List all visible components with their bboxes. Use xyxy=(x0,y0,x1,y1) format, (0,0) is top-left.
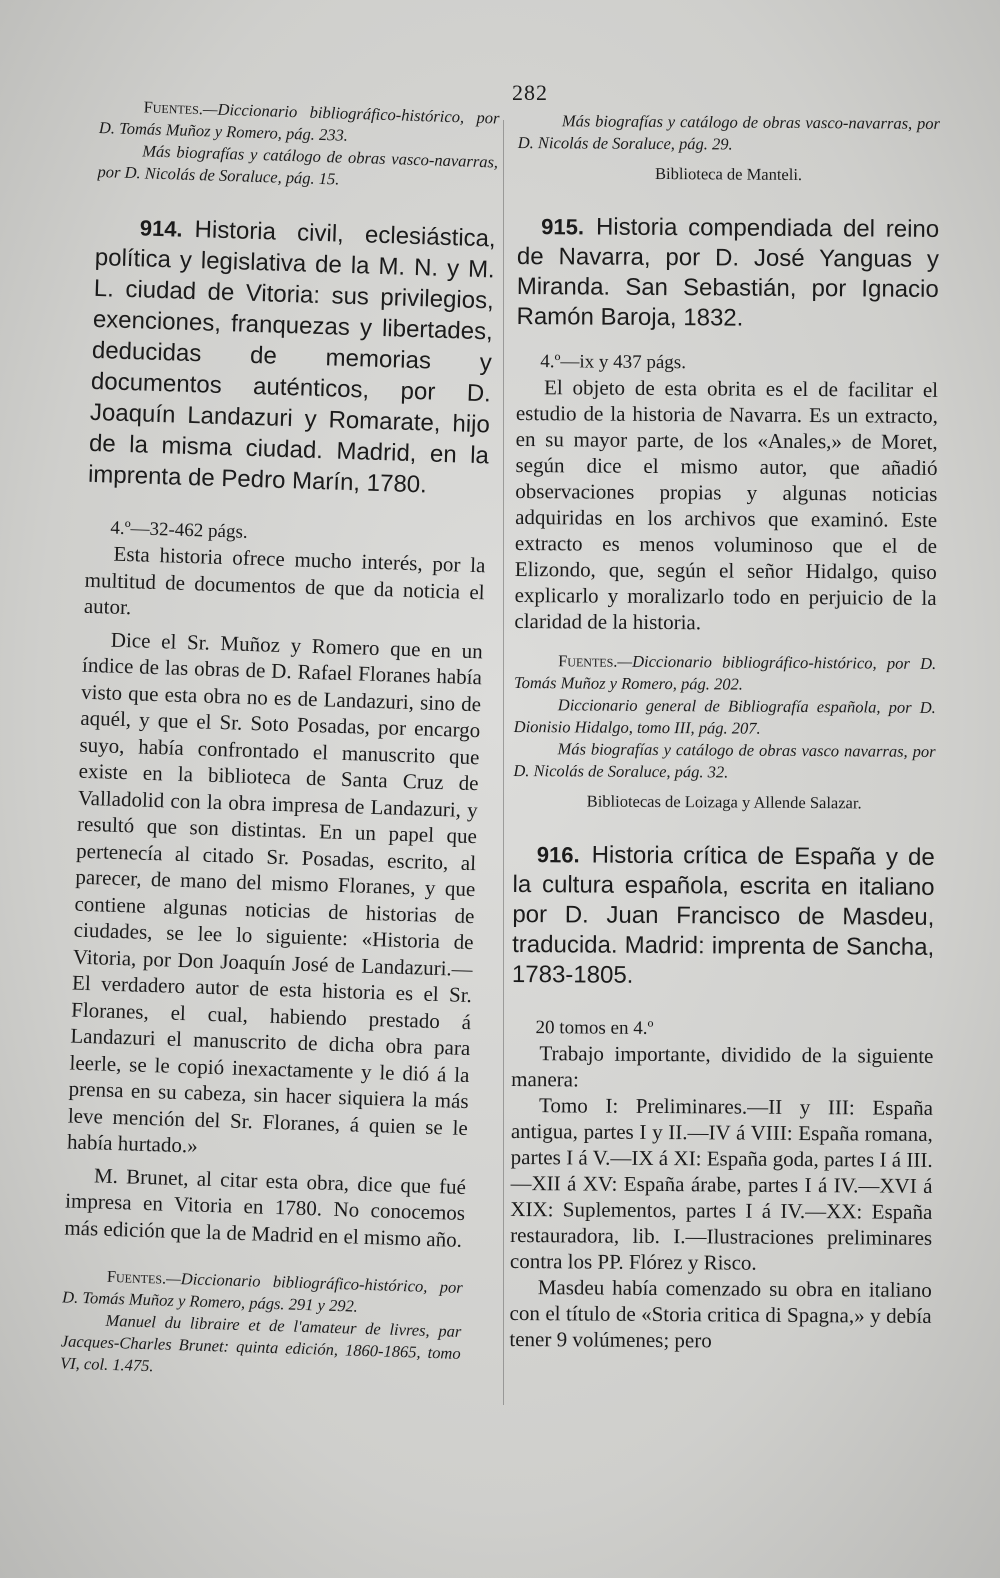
source-citation: Manuel du libraire et de l'amateur de livres, par Jacques-Charles Brunet: quinta edición, 1860-1865, tomo VI, col. 1.475. xyxy=(59,1310,462,1376)
entry-paragraph: El objeto de esta obrita es el de facilitar el estudio de la historia de Navarra. Es un extracto, en su mayor parte, de los «Anales,» de Moret, según dice el mismo autor, que añadió observaciones propias y algunas noticias adquiridas en los archivos que examinó. Este extracto es menos voluminoso que el de Elizondo, que, según el señor Hidalgo, quiso explicarlo y moralizarlo todo en perjuicio de la claridad de la historia. xyxy=(514,375,939,635)
source-citation: Más biografías y catálogo de obras vasco-navarras, por D. Nicolás de Soraluce, pág. 29. xyxy=(517,111,940,154)
entry-number: 915. xyxy=(541,214,585,240)
entry-paragraph: Dice el Sr. Muñoz y Romero que en un índice de las obras de D. Rafael Floranes había visto que esta obra no es de Landazuri, sino de aquél, y que el Sr. Soto Posadas, por encargo suyo, había confrontado el manuscrito que existe en la biblioteca de Santa Cruz de Valladolid con la obra impresa de Landazuri, y resultó que son distintas. En un papel que pertenecía al citado Sr. Posadas, escrito, al parecer, de mano del mismo Floranes, y que contiene algunas noticias de historias de ciudades, se lee lo siguiente: «Historia de Vitoria, por Don Joaquín José de Landazuri.—El verdadero autor de esta historia es el Sr. Floranes, el cual, habiendo prestado á Landazuri el manuscrito de dicha obra para leerle, se le copió inexactamente y le dió á la prensa en su cabeza, sin hacer siquiera la más leve mención del Sr. Floranes, á quien se le había hurtado.» xyxy=(66,627,484,1158)
source-citation: Fuentes.—Diccionario bibliográfico-histórico, por D. Tomás Muñoz y Romero, pág. 202. xyxy=(513,651,937,694)
entry-paragraph: Esta historia ofrece mucho interés, por la multitud de documentos de que da noticia el autor. xyxy=(83,541,486,620)
source-citation: Fuentes.—Diccionario bibliográfico-histórico, por D. Tomás Muñoz y Romero, págs. 291 y 292. xyxy=(61,1266,464,1316)
source-citation: Diccionario general de Bibliografía española, por D. Dionisio Hidalgo, tomo III, pág. 207. xyxy=(513,695,936,738)
entry-paragraph: M. Brunet, al citar esta obra, dice que fué impresa en Vitoria en 1780. No conocemos más edición que la de Madrid en el mismo año. xyxy=(64,1162,467,1252)
entry-paragraph: Masdeu había comenzado su obra en italiano con el título de «Storia critica di Spagna,» y debía tener 9 volúmenes; pero xyxy=(509,1275,932,1353)
entry-title: 916. Historia crítica de España y de la cultura española, escrita en italiano por D. Juan Francisco de Masdeu, traducida. Madrid: imprenta de Sancha, 1783-1805. xyxy=(511,841,935,989)
library-note: Biblioteca de Manteli. xyxy=(654,163,803,184)
page-number: 282 xyxy=(512,80,548,105)
source-citation: Más biografías y catálogo de obras vasco navarras, por D. Nicolás de Soraluce, pág. 32. xyxy=(513,739,936,782)
entry-paragraph: Tomo I: Preliminares.—II y III: España antigua, partes I y II.—IV á VIII: España romana, partes I á V.—IX á XI: España goda, partes I á III.—XII á XV: España árabe, partes I á IV.—XVI á XIX: Suplementos, partes I á IV.—XX: España restauradora, lib. I.—Ilustraciones preliminares contra los PP. Flórez y Risco. xyxy=(509,1093,934,1275)
entry-number: 916. xyxy=(536,842,580,868)
right-column xyxy=(509,110,940,1355)
column-divider xyxy=(503,120,504,1405)
entry-sources xyxy=(513,650,936,815)
entry-paragraph: Trabajo importante, dividido de la siguiente manera: xyxy=(511,1041,934,1092)
entry-format: 20 tomos en 4.º xyxy=(535,1017,654,1039)
library-note: Bibliotecas de Loizaga y Allende Salazar. xyxy=(586,791,862,813)
entry-format: 4.º—32-462 págs. xyxy=(110,517,248,543)
entry-title: 914. Historia civil, eclesiástica, política y legislativa de la M. N. y M. L. ciudad de Vitoria: sus privilegios, exenciones, franquezas y libertades, deducidas de memorias y documentos auténticos, por D. Joaquín Landazuri y Romarate, hijo de la misma ciudad. Madrid, en la imprenta de Pedro Marín, 1780. xyxy=(87,215,497,499)
entry-title: 915. Historia compendiada del reino de Navarra, por D. José Yanguas y Miranda. San Sebastián, por Ignacio Ramón Baroja, 1832. xyxy=(516,213,940,332)
source-citation: Más biografías y catálogo de obras vasco-navarras, por D. Nicolás de Soraluce, pág. 15. xyxy=(97,141,499,189)
left-column xyxy=(60,95,500,1387)
source-citation: Fuentes.—Diccionario bibliográfico-histórico, por D. Tomás Muñoz y Romero, pág. 233. xyxy=(98,97,500,145)
entry-sources xyxy=(60,1264,463,1387)
entry-format: 4.º—ix y 437 págs. xyxy=(540,351,687,374)
entry-number: 914. xyxy=(139,215,184,242)
